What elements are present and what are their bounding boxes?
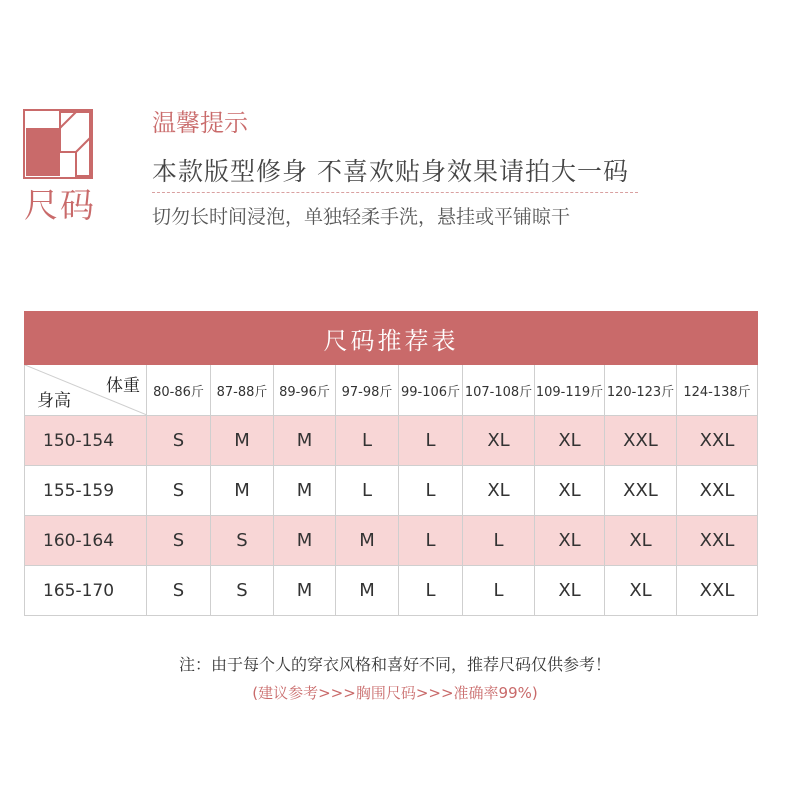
corner-cell: [25, 365, 147, 416]
tip-main-text: 本款版型修身 不喜欢贴身效果请拍大一码: [152, 157, 629, 186]
size-cell: L: [399, 566, 463, 616]
size-cell: XXL: [605, 416, 677, 466]
size-cell: M: [211, 416, 274, 466]
weight-column-header: 89-96斤: [274, 365, 336, 416]
weight-column-header: 109-119斤: [535, 365, 605, 416]
size-cell: S: [147, 466, 211, 516]
size-cell: M: [274, 416, 336, 466]
size-cell: XXL: [677, 416, 758, 466]
table-title: 尺码推荐表: [25, 312, 758, 365]
size-cell: M: [336, 516, 399, 566]
table-row: [25, 516, 758, 566]
weight-column-header: 124-138斤: [677, 365, 758, 416]
height-range-cell: 155-159: [25, 466, 147, 516]
weight-column-header: 120-123斤: [605, 365, 677, 416]
size-cell: XL: [535, 516, 605, 566]
height-range-cell: 160-164: [25, 516, 147, 566]
size-cell: M: [274, 566, 336, 616]
size-cell: L: [399, 516, 463, 566]
table-body: [25, 416, 758, 616]
size-cell: XL: [535, 566, 605, 616]
size-table: [24, 311, 758, 616]
size-cell: XL: [535, 416, 605, 466]
footer-link-note: (建议参考>>>胸围尺码>>>准确率99%): [252, 684, 538, 702]
table-row: [25, 416, 758, 466]
weight-column-header: 99-106斤: [399, 365, 463, 416]
size-cell: XL: [605, 566, 677, 616]
logo-text: 尺码: [24, 186, 96, 226]
size-cell: XL: [463, 466, 535, 516]
size-cell: L: [463, 566, 535, 616]
size-cell: XL: [605, 516, 677, 566]
size-cell: S: [147, 416, 211, 466]
size-cell: XXL: [677, 466, 758, 516]
table-row: [25, 566, 758, 616]
footer-note: 注：由于每个人的穿衣风格和喜好不同，推荐尺码仅供参考！: [178, 655, 611, 674]
size-cell: M: [211, 466, 274, 516]
size-cell: S: [147, 516, 211, 566]
height-label: 身高: [37, 391, 71, 411]
weight-column-header: 97-98斤: [336, 365, 399, 416]
height-range-cell: 165-170: [25, 566, 147, 616]
size-cell: S: [211, 516, 274, 566]
weight-column-header: 87-88斤: [211, 365, 274, 416]
height-range-cell: 150-154: [25, 416, 147, 466]
size-cell: L: [336, 416, 399, 466]
size-cell: XL: [535, 466, 605, 516]
size-cell: XL: [463, 416, 535, 466]
table-header-row: [25, 365, 758, 416]
size-cell: L: [463, 516, 535, 566]
size-cell: XXL: [605, 466, 677, 516]
size-cell: S: [147, 566, 211, 616]
size-cell: S: [211, 566, 274, 616]
table-row: [25, 466, 758, 516]
dashed-divider: [152, 192, 638, 193]
tip-title: 温馨提示: [152, 109, 248, 137]
care-instructions: 切勿长时间浸泡，单独轻柔手洗，悬挂或平铺晾干: [152, 206, 571, 228]
size-cell: L: [336, 466, 399, 516]
size-cell: XXL: [677, 566, 758, 616]
size-cell: XXL: [677, 516, 758, 566]
size-cell: M: [336, 566, 399, 616]
weight-label: 体重: [106, 376, 140, 396]
weight-column-header: 107-108斤: [463, 365, 535, 416]
size-cell: L: [399, 416, 463, 466]
size-cell: M: [274, 516, 336, 566]
weight-column-header: 80-86斤: [147, 365, 211, 416]
size-cell: L: [399, 466, 463, 516]
size-cell: M: [274, 466, 336, 516]
